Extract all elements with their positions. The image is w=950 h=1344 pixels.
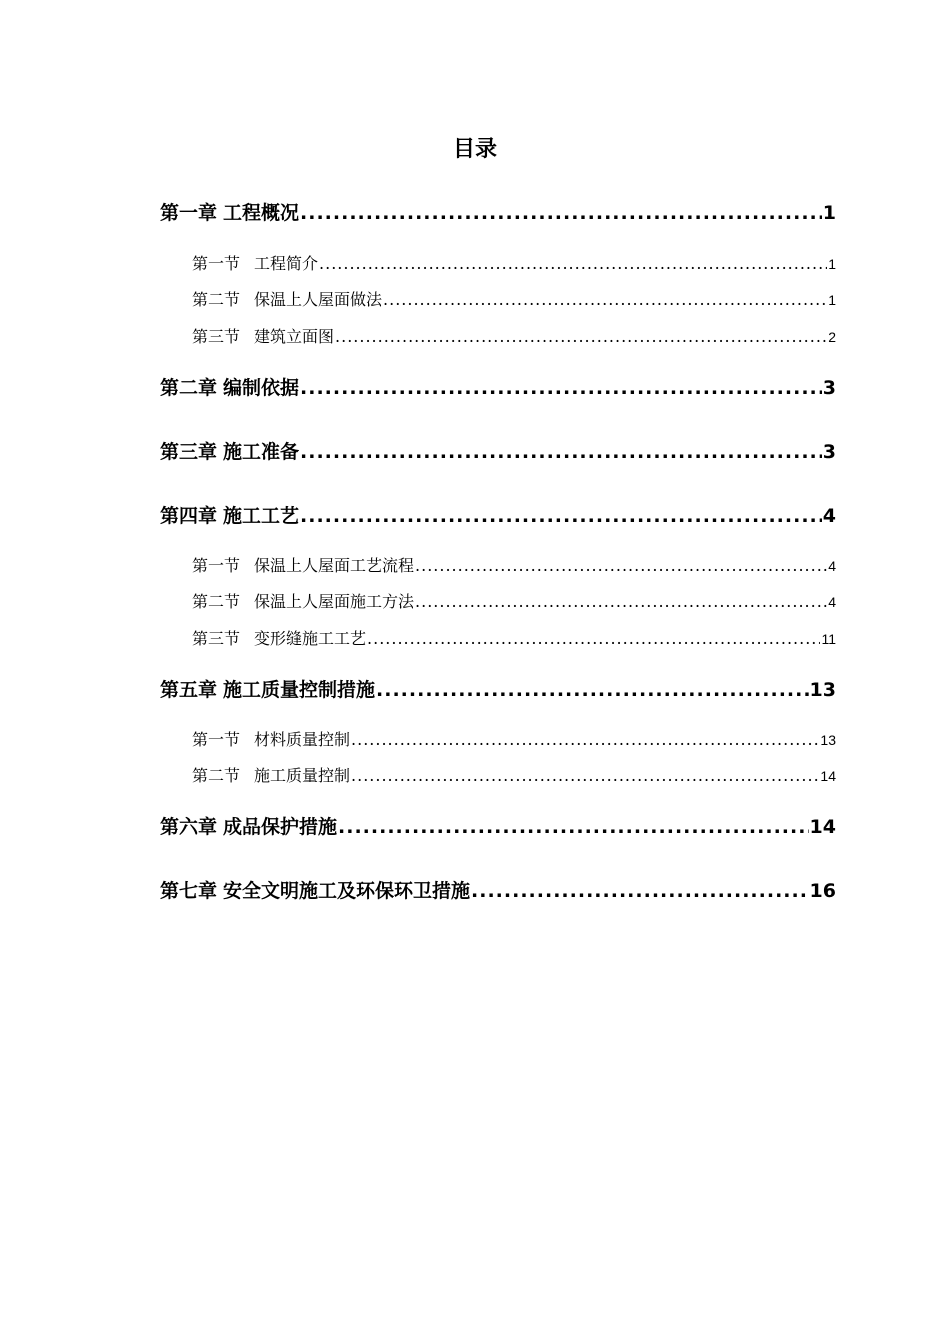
- entry-label: 施工准备: [223, 441, 300, 463]
- entry-page-number: 1: [828, 292, 836, 308]
- entry-label: 施工工艺: [223, 505, 300, 527]
- entry-page-number: 13: [820, 732, 836, 748]
- toc-entry-section[interactable]: [192, 289, 836, 311]
- entry-label: 建筑立面图: [254, 327, 335, 346]
- entry-page-number: 2: [828, 329, 836, 345]
- dot-leader: [300, 200, 822, 226]
- entry-number: 第一节: [192, 254, 241, 273]
- entry-label: 变形缝施工工艺: [254, 629, 367, 648]
- entry-page-number: 4: [822, 505, 836, 527]
- entry-label: 材料质量控制: [254, 730, 351, 749]
- dot-leader: [351, 729, 819, 751]
- entry-label: 编制依据: [223, 377, 300, 399]
- entry-page-number: 1: [822, 202, 836, 224]
- dot-leader: [351, 765, 819, 787]
- dot-leader: [300, 375, 822, 401]
- entry-number: 第六章: [160, 816, 218, 838]
- toc-entry-section[interactable]: [192, 555, 836, 577]
- entry-label: 施工质量控制: [254, 766, 351, 785]
- entry-number: 第二节: [192, 766, 241, 785]
- entry-page-number: 3: [822, 377, 836, 399]
- toc-entry-section[interactable]: [192, 326, 836, 348]
- dot-leader: [300, 439, 822, 465]
- toc-entry-chapter[interactable]: [160, 375, 836, 401]
- entry-number: 第一章: [160, 202, 218, 224]
- dot-leader: [383, 289, 827, 311]
- toc-entry-chapter[interactable]: [160, 878, 836, 904]
- dot-leader: [367, 628, 820, 650]
- entry-number: 第五章: [160, 679, 218, 701]
- entry-label: 安全文明施工及环保环卫措施: [223, 880, 471, 902]
- toc-entry-chapter[interactable]: [160, 439, 836, 465]
- entry-number: 第三节: [192, 629, 241, 648]
- toc-entry-chapter[interactable]: [160, 200, 836, 226]
- toc-entry-section[interactable]: [192, 628, 836, 650]
- entry-page-number: 4: [828, 558, 836, 574]
- toc-entry-section[interactable]: [192, 253, 836, 275]
- dot-leader: [300, 503, 822, 529]
- entry-label: 成品保护措施: [223, 816, 338, 838]
- toc-title: 目录: [452, 137, 497, 162]
- entry-page-number: 3: [822, 441, 836, 463]
- entry-number: 第二节: [192, 592, 241, 611]
- entry-number: 第七章: [160, 880, 218, 902]
- entry-number: 第四章: [160, 505, 218, 527]
- entry-label: 施工质量控制措施: [223, 679, 376, 701]
- entry-page-number: 14: [820, 768, 836, 784]
- entry-number: 第一节: [192, 730, 241, 749]
- entry-label: 工程简介: [254, 254, 319, 273]
- entry-page-number: 14: [809, 816, 836, 838]
- dot-leader: [376, 677, 809, 703]
- toc-entry-section[interactable]: [192, 729, 836, 751]
- entry-number: 第二章: [160, 377, 218, 399]
- toc-entry-chapter[interactable]: [160, 814, 836, 840]
- dot-leader: [335, 326, 827, 348]
- entry-page-number: 1: [828, 256, 836, 272]
- entry-number: 第三章: [160, 441, 218, 463]
- entry-number: 第三节: [192, 327, 241, 346]
- entry-label: 保温上人屋面做法: [254, 290, 383, 309]
- entry-page-number: 13: [809, 679, 836, 701]
- dot-leader: [338, 814, 809, 840]
- entry-label: 保温上人屋面工艺流程: [254, 556, 415, 575]
- toc-entry-section[interactable]: [192, 765, 836, 787]
- entry-page-number: 4: [828, 594, 836, 610]
- toc-entry-section[interactable]: [192, 591, 836, 613]
- entry-page-number: 11: [821, 631, 836, 647]
- entry-label: 保温上人屋面施工方法: [254, 592, 415, 611]
- entry-number: 第二节: [192, 290, 241, 309]
- dot-leader: [415, 555, 827, 577]
- entry-number: 第一节: [192, 556, 241, 575]
- toc-entry-chapter[interactable]: [160, 677, 836, 703]
- dot-leader: [319, 253, 827, 275]
- entry-page-number: 16: [809, 880, 836, 902]
- entry-label: 工程概况: [223, 202, 300, 224]
- dot-leader: [415, 591, 827, 613]
- toc-entry-chapter[interactable]: [160, 503, 836, 529]
- dot-leader: [471, 878, 809, 904]
